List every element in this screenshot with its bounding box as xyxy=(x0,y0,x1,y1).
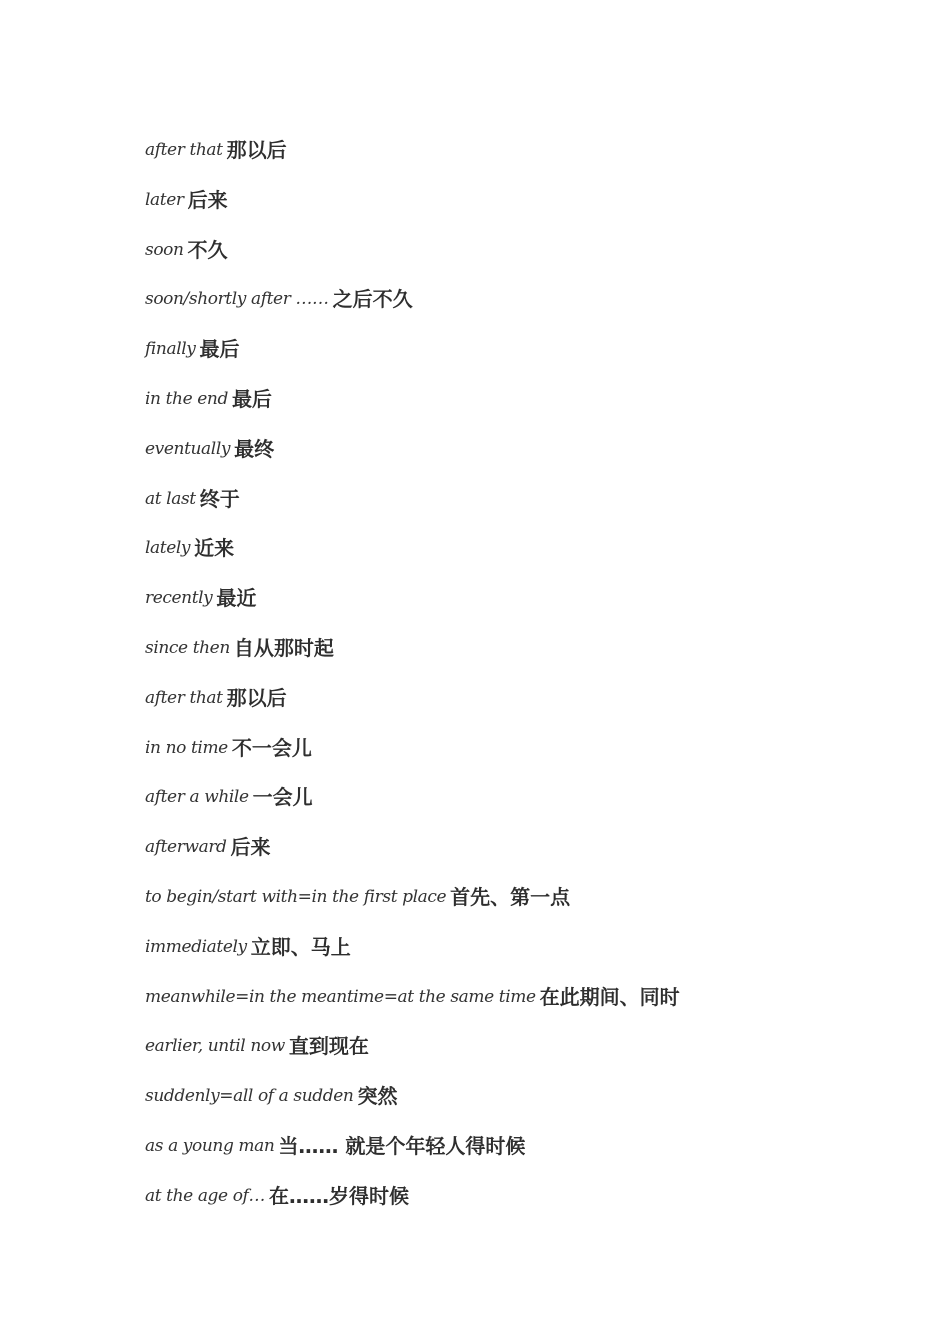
chinese-meaning: 最近 xyxy=(216,586,257,611)
list-item xyxy=(145,283,910,333)
list-item xyxy=(145,632,910,682)
chinese-meaning: 当…… 就是个年轻人得时候 xyxy=(278,1133,526,1158)
list-item xyxy=(145,781,910,831)
list-item xyxy=(145,1130,910,1180)
english-phrase: soon xyxy=(145,239,184,260)
phrase-list xyxy=(145,134,910,1230)
chinese-meaning: 最终 xyxy=(234,436,275,461)
english-phrase: afterward xyxy=(145,837,227,858)
english-phrase: meanwhile=in the meantime=at the same time xyxy=(145,986,536,1007)
english-phrase: after a while xyxy=(145,787,249,808)
english-phrase: at last xyxy=(145,488,196,509)
english-phrase: soon/shortly after …… xyxy=(145,289,329,310)
list-item xyxy=(145,881,910,931)
english-phrase: after that xyxy=(145,687,223,708)
list-item xyxy=(145,134,910,184)
chinese-meaning: 那以后 xyxy=(226,685,287,710)
chinese-meaning: 后来 xyxy=(230,835,271,860)
chinese-meaning: 后来 xyxy=(187,187,228,212)
english-phrase: finally xyxy=(145,339,196,360)
english-phrase: later xyxy=(145,189,184,210)
chinese-meaning: 不一会儿 xyxy=(231,735,312,760)
english-phrase: at the age of… xyxy=(145,1185,266,1206)
list-item xyxy=(145,234,910,284)
list-item xyxy=(145,1080,910,1130)
english-phrase: lately xyxy=(145,538,191,559)
list-item xyxy=(145,732,910,782)
chinese-meaning: 一会儿 xyxy=(252,785,313,810)
list-item xyxy=(145,981,910,1031)
list-item xyxy=(145,682,910,732)
list-item xyxy=(145,333,910,383)
english-phrase: in the end xyxy=(145,388,228,409)
chinese-meaning: 那以后 xyxy=(226,138,287,162)
list-item xyxy=(145,483,910,533)
list-item xyxy=(145,1180,910,1230)
chinese-meaning: 在此期间、同时 xyxy=(539,984,680,1009)
chinese-meaning: 直到现在 xyxy=(288,1034,369,1059)
chinese-meaning: 之后不久 xyxy=(332,287,413,312)
list-item xyxy=(145,931,910,981)
english-phrase: recently xyxy=(145,588,213,609)
chinese-meaning: 首先、第一点 xyxy=(450,884,571,909)
list-item xyxy=(145,582,910,632)
chinese-meaning: 立即、马上 xyxy=(250,934,351,959)
chinese-meaning: 近来 xyxy=(194,536,235,561)
english-phrase: after that xyxy=(145,140,223,160)
english-phrase: to begin/start with=in the first place xyxy=(145,886,447,907)
list-item xyxy=(145,1030,910,1080)
list-item xyxy=(145,532,910,582)
chinese-meaning: 在……岁得时候 xyxy=(269,1183,410,1208)
chinese-meaning: 自从那时起 xyxy=(233,635,334,660)
list-item xyxy=(145,831,910,881)
chinese-meaning: 不久 xyxy=(187,237,228,262)
english-phrase: in no time xyxy=(145,737,228,758)
english-phrase: earlier, until now xyxy=(145,1036,285,1057)
english-phrase: since then xyxy=(145,637,230,658)
list-item xyxy=(145,184,910,234)
list-item xyxy=(145,383,910,433)
english-phrase: suddenly=all of a sudden xyxy=(145,1086,354,1107)
english-phrase: immediately xyxy=(145,936,247,957)
english-phrase: eventually xyxy=(145,438,231,459)
english-phrase: as a young man xyxy=(145,1135,275,1156)
chinese-meaning: 最后 xyxy=(231,386,272,411)
chinese-meaning: 最后 xyxy=(199,337,240,362)
list-item xyxy=(145,433,910,483)
chinese-meaning: 突然 xyxy=(357,1084,398,1109)
chinese-meaning: 终于 xyxy=(199,486,240,511)
